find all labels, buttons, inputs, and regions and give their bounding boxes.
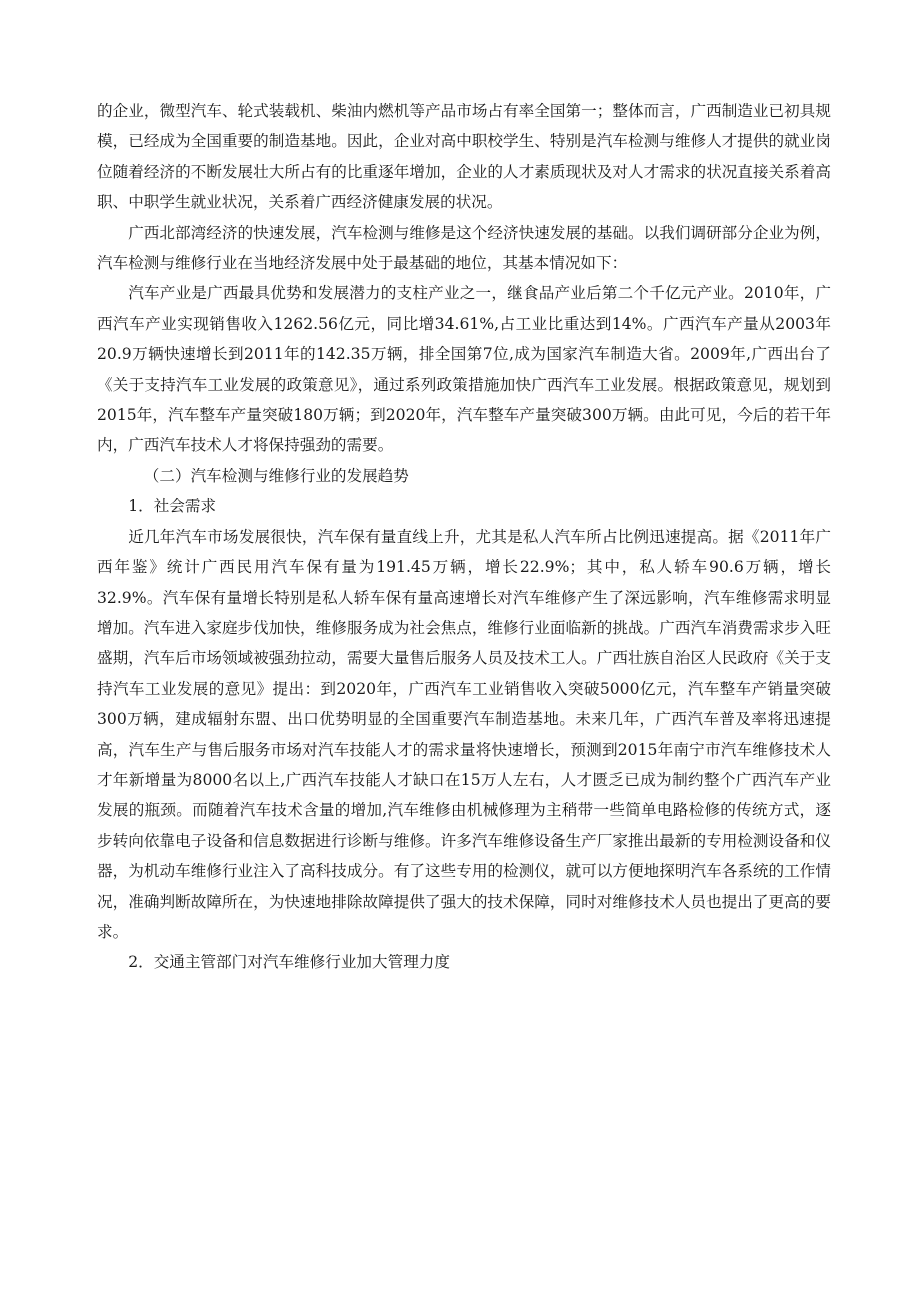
subheading-social-demand: 1．社会需求 bbox=[128, 497, 217, 516]
paragraph-social-demand: 近几年汽车市场发展很快，汽车保有量直线上升，尤其是私人汽车所占比例迅速提高。据《2011年广西年鉴》统计广西民用汽车保有量为191.45万辆，增长22.9%；其中，私人轿车90.6万辆，增长32.9%。汽车保有量增长特别是私人轿车保有量高速增长对汽车维修产生了深远影响，汽车维修需求明显增加。汽车进入家庭步伐加快，维修服务成为社会焦点，维修行业面临新的挑战。广西汽车消费需求步入旺盛期，汽车后市场领域被强劲拉动，需要大量售后服务人员及技术工人。广西壮族自治区人民政府《关于支持汽车工业发展的意见》提出：到2020年，广西汽车工业销售收入突破5000亿元，汽车整车产销量突破300万辆，建成辐射东盟、出口优势明显的全国重要汽车制造基地。未来几年，广西汽车普及率将迅速提高，汽车生产与售后服务市场对汽车技能人才的需求量将快速增长，预测到2015年南宁市汽车维修技术人才年新增量为8000名以上,广西汽车技能人才缺口在15万人左右，人才匮乏已成为制约整个广西汽车产业发展的瓶颈。而随着汽车技术含量的增加,汽车维修由机械修理为主稍带一些简单电路检修的传统方式，逐步转向依靠电子设备和信息数据进行诊断与维修。许多汽车维修设备生产厂家推出最新的专用检测设备和仪器，为机动车维修行业注入了高科技成分。有了这些专用的检测仪，就可以方便地探明汽车各系统的工作情况，准确判断故障所在，为快速地排除故障提供了强大的技术保障，同时对维修技术人员也提出了更高的要求。 bbox=[97, 527, 831, 941]
subheading-traffic-management: 2．交通主管部门对汽车维修行业加大管理力度 bbox=[128, 953, 450, 972]
paragraph-manufacturing-overview: 的企业，微型汽车、轮式装载机、柴油内燃机等产品市场占有率全国第一；整体而言，广西制造业已初具规模，已经成为全国重要的制造基地。因此，企业对高中职校学生、特别是汽车检测与维修人才提供的就业岗位随着经济的不断发展壮大所占有的比重逐年增加，企业的人才素质现状及对人才需求的状况直接关系着高职、中职学生就业状况，关系着广西经济健康发展的状况。 bbox=[97, 102, 831, 212]
paragraph-auto-industry-stats: 汽车产业是广西最具优势和发展潜力的支柱产业之一，继食品产业后第二个千亿元产业。2010年，广西汽车产业实现销售收入1262.56亿元，同比增34.61%,占工业比重达到14%。广西汽车产量从2003年20.9万辆快速增长到2011年的142.35万辆，排全国第7位,成为国家汽车制造大省。2009年,广西出台了《关于支持汽车工业发展的政策意见》，通过系列政策措施加快广西汽车工业发展。根据政策意见，规划到2015年，汽车整车产量突破180万辆；到2020年，汽车整车产量突破300万辆。由此可见，今后的若干年内，广西汽车技术人才将保持强劲的需要。 bbox=[97, 284, 831, 455]
section-heading-development-trend: （二）汽车检测与维修行业的发展趋势 bbox=[143, 466, 409, 485]
paragraph-beibu-gulf-economy: 广西北部湾经济的快速发展，汽车检测与维修是这个经济快速发展的基础。以我们调研部分企业为例，汽车检测与维修行业在当地经济发展中处于最基础的地位，其基本情况如下： bbox=[97, 223, 831, 273]
document-page bbox=[97, 96, 831, 978]
